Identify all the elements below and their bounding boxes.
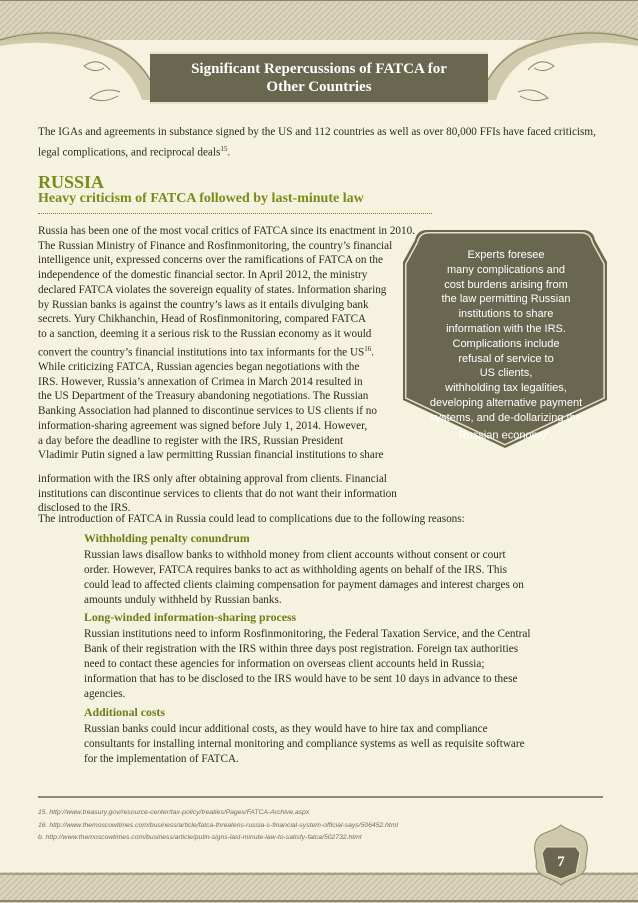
p1-line: convert the country’s financial institutions into tax informants for the US [38,346,365,359]
reason-withholding-penalty [84,531,554,608]
p2-line: the US Department of the Treasury abandoning negotiations. The Russian [38,390,369,403]
reason-line: need to contact these agencies for information on overseas client accounts held in Russia; [84,658,485,670]
p2-line: information-sharing agreement was signed before July 1, 2014. However, [38,419,368,432]
section-banner [150,52,488,104]
callout-line: information with the IRS. [446,322,566,335]
reason-line: information that has to be disclosed to the IRS would have to be sent 10 days in advance to these [84,673,518,685]
callout-line: systems, and de-dollarizing the [430,411,582,424]
intro-end: . [227,146,231,159]
footnote-link[interactable]: b. http://www.themoscowtimes.com/business/article/putin-signs-last-minute-law-to-satisfy-fatca/502732.html [38,834,362,841]
reason-information-sharing [84,610,554,702]
reason-title: Additional costs [84,705,165,719]
intro-text: The IGAs and agreements in substance signed by the US and 112 countries as well as over 80,000 FFIs have faced criticism, legal complications, and reciprocal deals [38,126,596,159]
subtitle-divider [38,213,432,214]
footnote-ref-15[interactable]: 15 [220,145,228,153]
callout-end: . [550,429,554,442]
p1-line: to a sanction, deeming it a serious risk to the Russian economy as it would [38,327,372,340]
reason-line: order. However, FATCA requires banks to act as withholding agents on behalf of the IRS. This [84,564,507,576]
russia-paragraph-1: Russia has been one of the most vocal critics of FATCA since its enactment in 2010. The Russian Ministry of Finance and Rosfinmonitoring, the country’s financial intelligence unit, expressed concerns over the ramifications of FATCA on the independence of the domestic financial sector. In April 2012, the ministry declared FATCA violates the sovereign equality of states. Information sharing by Russian banks is against the country’s laws as it entails divulging bank secrets. Yury Chikhanchin, Head of Rosfinmonitoring, compared FATCA to a sanction, deeming it a serious risk to the Russian economy as it would convert the country’s financial institutions into tax informants for the US$^{16}$. [38,224,423,360]
experts-callout [420,248,592,443]
callout-line: withholding tax legalities, [445,382,567,395]
callout-line: US clients, [479,367,533,380]
section-subtitle: Heavy criticism of FATCA followed by last-minute law [38,191,364,206]
reason-line: amounts unduly withheld by Russian banks. [84,594,282,606]
footnote-divider [38,796,603,798]
reason-line: could lead to affected clients claiming compensation for payment damages and interest charges on [84,579,524,591]
footnote-link[interactable]: 16. http://www.themoscowtimes.com/business/article/fatca-threatens-russia-s-financial-system-official-says/506452.html [38,821,398,829]
p2-line: While criticizing FATCA, Russian agencies began negotiations with the [38,361,360,373]
page-number: 7 [557,854,565,870]
intro-paragraph [38,124,608,162]
reason-title: Long-winded information-sharing process [84,610,297,624]
callout-line: cost burdens arising from [444,278,568,291]
callout-line: refusal of service to [458,352,554,365]
reason-line: Russian institutions need to inform Rosfinmonitoring, the Federal Taxation Service, and the Central [84,628,531,640]
callout-line: Complications include [452,337,560,350]
reason-line: Russian banks could incur additional costs, as they would have to hire tax and compliance [84,723,488,735]
p3-line: institutions can discontinue services to clients that do not want their information [38,487,397,500]
footnotes [38,807,508,845]
banner-title-line1: Significant Repercussions of FATCA for [191,61,447,77]
p1-line: independence of the domestic financial sector. In April 2012, the ministry [38,269,368,282]
p2-line: IRS. However, Russia’s annexation of Crimea in March 2014 resulted in [38,375,363,388]
callout-line: developing alternative payment [429,396,583,409]
callout-line: many complications and [446,263,565,276]
p1-line: secrets. Yury Chikhanchin, Head of Rosfinmonitoring, compared FATCA [38,313,367,326]
footnote-link[interactable]: 15. http://www.treasury.gov/resource-center/tax-policy/treaties/Pages/FATCA-Archive.aspx [38,809,310,816]
reason-line: Russian laws disallow banks to withhold money from client accounts without consent or court [84,549,506,561]
russia-paragraph-2-continued [38,472,433,516]
p2-line: Banking Association had planned to discontinue services to US clients if no [38,405,377,418]
reason-title: Withholding penalty conundrum [84,531,250,545]
callout-line: the law permitting Russian [441,293,571,306]
footnote-ref-b[interactable]: b [546,428,551,436]
p1-line: Russia has been one of the most vocal critics of FATCA since its enactment in 2010. [38,225,415,237]
p2-line: Vladimir Putin signed a law permitting Russian financial institutions to share [38,449,384,462]
p3-line: disclosed to the IRS. [38,502,131,515]
footnote-ref-16[interactable]: 16 [364,344,372,353]
p1-line: declared FATCA violates the sovereign equality of states. Information sharing [38,283,387,296]
p1-line: by Russian banks is against the country’s laws as it entails divulging bank [38,298,369,311]
callout-line: Russian economy [458,429,547,442]
reason-additional-costs [84,705,554,767]
p3-line: information with the IRS only after obtaining approval from clients. Financial [38,473,387,485]
section-title: RUSSIA [38,172,105,192]
reasons-intro: The introduction of FATCA in Russia could lead to complications due to the following reasons: [38,513,465,525]
reason-line: consultants for installing internal monitoring and compliance systems as well as requisite software [84,738,525,750]
callout-line: Experts foresee [467,249,545,261]
reason-line: for the implementation of FATCA. [84,753,239,765]
p1-line: The Russian Ministry of Finance and Rosfinmonitoring, the country’s financial [38,239,393,252]
banner-title-line2: Other Countries [266,79,372,95]
p2-line: a day before the deadline to register with the IRS, Russian President [38,434,344,447]
p1-line: intelligence unit, expressed concerns over the ramifications of FATCA on the [38,254,383,267]
reason-line: Bank of their registration with the IRS within three days post registration. Foreign tax authorities [84,643,519,655]
russia-paragraph-2 [38,360,423,463]
callout-line: institutions to share [458,308,554,321]
reason-line: agencies. [84,688,126,700]
